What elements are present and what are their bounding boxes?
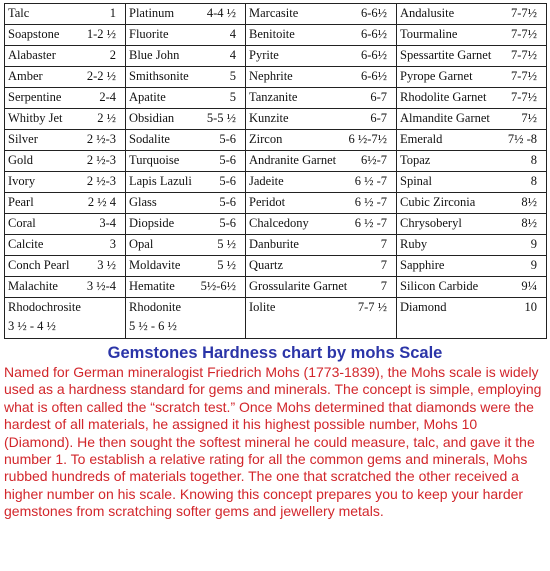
table-row bbox=[5, 109, 547, 130]
gem-cell bbox=[246, 88, 397, 109]
gem-name: Whitby Jet bbox=[8, 111, 63, 125]
gem-cell bbox=[246, 4, 397, 25]
gem-cell bbox=[397, 151, 547, 172]
gem-cell bbox=[126, 172, 246, 193]
table-row bbox=[5, 4, 547, 25]
gem-name: Silver bbox=[8, 132, 38, 146]
gem-name: Turquoise bbox=[129, 153, 180, 167]
gem-name: Nephrite bbox=[249, 69, 293, 83]
gem-cell bbox=[5, 109, 126, 130]
gem-cell bbox=[246, 277, 397, 298]
table-row bbox=[5, 46, 547, 67]
table-row bbox=[5, 193, 547, 214]
gem-name: Rhodolite Garnet bbox=[400, 90, 487, 104]
gem-cell bbox=[246, 256, 397, 277]
gem-name: Pyrite bbox=[249, 48, 279, 62]
gem-cell bbox=[246, 25, 397, 46]
gem-name: Quartz bbox=[249, 258, 284, 272]
gem-cell bbox=[397, 25, 547, 46]
gem-cell bbox=[5, 46, 126, 67]
gem-hardness: 3 bbox=[109, 237, 116, 251]
gem-hardness: 5 bbox=[229, 69, 236, 83]
gem-hardness: 2-2 ½ bbox=[86, 69, 116, 83]
gem-name: Talc bbox=[8, 6, 30, 20]
gem-hardness: 2 ½-3 bbox=[86, 132, 116, 146]
gem-name: Ivory bbox=[8, 174, 36, 188]
gem-hardness: 9 bbox=[530, 237, 537, 251]
table-row bbox=[5, 88, 547, 109]
gem-name: Glass bbox=[129, 195, 157, 209]
gem-cell bbox=[246, 172, 397, 193]
chart-title: Gemstones Hardness chart by mohs Scale bbox=[107, 344, 443, 362]
gem-hardness: 5 ½ - 6 ½ bbox=[129, 319, 177, 333]
gem-name: Pyrope Garnet bbox=[400, 69, 473, 83]
gem-name: Calcite bbox=[8, 237, 44, 251]
gem-name: Zircon bbox=[249, 132, 283, 146]
gem-hardness: 3 ½ - 4 ½ bbox=[8, 319, 56, 333]
gem-cell bbox=[126, 4, 246, 25]
gem-name: Danburite bbox=[249, 237, 299, 251]
gem-cell bbox=[126, 277, 246, 298]
gem-name: Rhodonite bbox=[129, 300, 182, 314]
gem-hardness: 5 ½ bbox=[217, 237, 236, 251]
gem-cell bbox=[5, 88, 126, 109]
gem-cell bbox=[246, 298, 397, 339]
table-row bbox=[5, 298, 547, 339]
gem-name: Rhodochrosite bbox=[8, 300, 81, 314]
table-row bbox=[5, 214, 547, 235]
gem-name: Benitoite bbox=[249, 27, 295, 41]
gem-name: Gold bbox=[8, 153, 33, 167]
gem-hardness: 5 bbox=[229, 90, 236, 104]
gem-name: Moldavite bbox=[129, 258, 181, 272]
gem-hardness: 6 ½ -7 bbox=[354, 216, 387, 230]
gem-cell bbox=[5, 4, 126, 25]
gem-name: Soapstone bbox=[8, 27, 60, 41]
gem-hardness: 7½ -8 bbox=[507, 132, 537, 146]
gem-cell bbox=[126, 151, 246, 172]
gem-name: Spinal bbox=[400, 174, 432, 188]
gem-cell bbox=[126, 256, 246, 277]
gem-cell bbox=[5, 277, 126, 298]
gem-hardness: 10 bbox=[524, 300, 537, 314]
gem-cell bbox=[397, 4, 547, 25]
gem-hardness: 5-6 bbox=[219, 195, 236, 209]
gem-name: Ruby bbox=[400, 237, 428, 251]
gem-hardness: 2 bbox=[109, 48, 116, 62]
hardness-table-body bbox=[5, 4, 547, 339]
gem-name: Platinum bbox=[129, 6, 175, 20]
gem-name: Topaz bbox=[400, 153, 431, 167]
table-row bbox=[5, 235, 547, 256]
gem-cell bbox=[126, 235, 246, 256]
gem-cell bbox=[5, 25, 126, 46]
table-row bbox=[5, 130, 547, 151]
gem-hardness: 6½-7 bbox=[360, 153, 387, 167]
gem-hardness: 2-4 bbox=[99, 90, 116, 104]
gem-hardness: 7-7½ bbox=[510, 27, 537, 41]
gem-name: Diopside bbox=[129, 216, 175, 230]
gem-cell bbox=[5, 256, 126, 277]
gem-cell bbox=[126, 193, 246, 214]
gem-name: Iolite bbox=[249, 300, 276, 314]
gem-name: Andalusite bbox=[400, 6, 455, 20]
gem-name: Kunzite bbox=[249, 111, 289, 125]
gem-hardness: 6-6½ bbox=[360, 69, 387, 83]
gem-cell bbox=[126, 25, 246, 46]
gem-name: Jadeite bbox=[249, 174, 284, 188]
gem-cell bbox=[397, 67, 547, 88]
gem-name: Lapis Lazuli bbox=[129, 174, 192, 188]
gem-hardness: 3-4 bbox=[99, 216, 116, 230]
gem-hardness: 5 ½ bbox=[217, 258, 236, 272]
gem-hardness: 5-6 bbox=[219, 216, 236, 230]
gem-name: Blue John bbox=[129, 48, 180, 62]
gem-hardness: 6 ½ -7 bbox=[354, 195, 387, 209]
gem-cell bbox=[246, 130, 397, 151]
gem-hardness: 7 bbox=[380, 237, 387, 251]
gem-hardness: 4-4 ½ bbox=[206, 6, 236, 20]
table-row bbox=[5, 151, 547, 172]
gem-hardness: 5-6 bbox=[219, 174, 236, 188]
gem-name: Sodalite bbox=[129, 132, 170, 146]
gem-name: Malachite bbox=[8, 279, 58, 293]
gem-name: Opal bbox=[129, 237, 154, 251]
gem-cell bbox=[246, 193, 397, 214]
gem-hardness: 7-7½ bbox=[510, 69, 537, 83]
gem-cell bbox=[397, 130, 547, 151]
gem-hardness: 7 bbox=[380, 279, 387, 293]
gem-name: Pearl bbox=[8, 195, 34, 209]
gem-hardness: 6-6½ bbox=[360, 48, 387, 62]
gem-cell bbox=[397, 277, 547, 298]
gem-name: Spessartite Garnet bbox=[400, 48, 492, 62]
gem-hardness: 6-7 bbox=[370, 111, 387, 125]
gem-name: Amber bbox=[8, 69, 43, 83]
gem-hardness: 4 bbox=[229, 48, 236, 62]
gem-hardness: 8 bbox=[530, 174, 537, 188]
gem-hardness: 5½-6½ bbox=[200, 279, 236, 293]
gem-hardness: 6-7 bbox=[370, 90, 387, 104]
gem-cell bbox=[397, 193, 547, 214]
gem-cell bbox=[246, 67, 397, 88]
table-row bbox=[5, 67, 547, 88]
gem-name: Sapphire bbox=[400, 258, 445, 272]
gem-name: Chrysoberyl bbox=[400, 216, 462, 230]
gem-hardness: 5-6 bbox=[219, 132, 236, 146]
gem-cell bbox=[5, 67, 126, 88]
gem-cell bbox=[126, 298, 246, 339]
page bbox=[4, 3, 546, 521]
gem-cell bbox=[5, 130, 126, 151]
gem-name: Conch Pearl bbox=[8, 258, 70, 272]
hardness-table bbox=[4, 3, 547, 339]
gem-name: Apatite bbox=[129, 90, 166, 104]
gem-name: Grossularite Garnet bbox=[249, 279, 348, 293]
gem-hardness: 2 ½ bbox=[97, 111, 116, 125]
gem-cell bbox=[397, 109, 547, 130]
gem-name: Almandite Garnet bbox=[400, 111, 490, 125]
gem-name: Emerald bbox=[400, 132, 443, 146]
gem-name: Tourmaline bbox=[400, 27, 458, 41]
gem-hardness: 7-7½ bbox=[510, 48, 537, 62]
gem-cell bbox=[5, 214, 126, 235]
gem-name: Fluorite bbox=[129, 27, 169, 41]
gem-cell bbox=[397, 88, 547, 109]
gem-name: Diamond bbox=[400, 300, 447, 314]
table-row bbox=[5, 277, 547, 298]
gem-hardness: 7-7½ bbox=[510, 6, 537, 20]
description-paragraph: Named for German mineralogist Friedrich Mohs (1773-1839), the Mohs scale is widely used as a hardness standard for gems and minerals. The concept is simple, employing what is often called the “scratch test.” Once Mohs determined that diamonds were the hardest of all materials, he assigned it his highest possible number, Mohs 10 (Diamond). He then sought the softest mineral he could measure, talc, and gave it the number 1. To establish a relative rating for all the common gems and minerals, Mohs rubbed hundreds of materials together. The one that scratched the other received a higher number on his scale. Knowing this concept prepares you to keep your harder gemstones from scratching softer gems and jewellery metals. bbox=[4, 364, 542, 520]
gem-hardness: 5-6 bbox=[219, 153, 236, 167]
gem-name: Coral bbox=[8, 216, 36, 230]
gem-hardness: 7-7 ½ bbox=[357, 300, 387, 314]
gem-cell bbox=[397, 256, 547, 277]
gem-cell bbox=[397, 298, 547, 339]
gem-name: Smithsonite bbox=[129, 69, 189, 83]
gem-cell bbox=[246, 46, 397, 67]
gem-cell bbox=[397, 172, 547, 193]
gem-cell bbox=[5, 151, 126, 172]
table-row bbox=[5, 25, 547, 46]
gem-hardness: 1 bbox=[109, 6, 116, 20]
gem-hardness: 7½ bbox=[521, 111, 537, 125]
gem-hardness: 8½ bbox=[521, 216, 537, 230]
gem-cell bbox=[5, 193, 126, 214]
gem-hardness: 7 bbox=[380, 258, 387, 272]
gem-hardness: 2 ½-3 bbox=[86, 174, 116, 188]
gem-cell bbox=[246, 214, 397, 235]
table-row bbox=[5, 172, 547, 193]
gem-name: Peridot bbox=[249, 195, 286, 209]
gem-cell bbox=[126, 46, 246, 67]
gem-cell bbox=[397, 214, 547, 235]
gem-hardness: 8 bbox=[530, 153, 537, 167]
gem-hardness: 9¼ bbox=[521, 279, 537, 293]
gem-hardness: 8½ bbox=[521, 195, 537, 209]
gem-name: Silicon Carbide bbox=[400, 279, 479, 293]
gem-name: Obsidian bbox=[129, 111, 175, 125]
gem-name: Marcasite bbox=[249, 6, 299, 20]
gem-cell bbox=[397, 46, 547, 67]
gem-name: Andranite Garnet bbox=[249, 153, 337, 167]
gem-hardness: 2 ½ 4 bbox=[87, 195, 116, 209]
gem-name: Alabaster bbox=[8, 48, 56, 62]
gem-hardness: 2 ½-3 bbox=[86, 153, 116, 167]
gem-name: Chalcedony bbox=[249, 216, 309, 230]
gem-cell bbox=[5, 172, 126, 193]
gem-name: Cubic Zirconia bbox=[400, 195, 476, 209]
gem-cell bbox=[126, 130, 246, 151]
gem-hardness: 4 bbox=[229, 27, 236, 41]
gem-cell bbox=[5, 298, 126, 339]
gem-cell bbox=[126, 109, 246, 130]
gem-cell bbox=[397, 235, 547, 256]
gem-hardness: 6-6½ bbox=[360, 27, 387, 41]
gem-name: Serpentine bbox=[8, 90, 62, 104]
gem-cell bbox=[126, 88, 246, 109]
gem-name: Tanzanite bbox=[249, 90, 298, 104]
gem-cell bbox=[246, 109, 397, 130]
gem-hardness: 7-7½ bbox=[510, 90, 537, 104]
gem-cell bbox=[246, 235, 397, 256]
gem-hardness: 3 ½-4 bbox=[86, 279, 116, 293]
gem-cell bbox=[126, 67, 246, 88]
gem-hardness: 1-2 ½ bbox=[86, 27, 116, 41]
gem-hardness: 9 bbox=[530, 258, 537, 272]
gem-hardness: 3 ½ bbox=[97, 258, 116, 272]
table-row bbox=[5, 256, 547, 277]
gem-hardness: 6 ½ -7 bbox=[354, 174, 387, 188]
gem-hardness: 5-5 ½ bbox=[206, 111, 236, 125]
gem-hardness: 6 ½-7½ bbox=[348, 132, 387, 146]
gem-cell bbox=[5, 235, 126, 256]
gem-cell bbox=[246, 151, 397, 172]
gem-name: Hematite bbox=[129, 279, 175, 293]
gem-cell bbox=[126, 214, 246, 235]
gem-hardness: 6-6½ bbox=[360, 6, 387, 20]
